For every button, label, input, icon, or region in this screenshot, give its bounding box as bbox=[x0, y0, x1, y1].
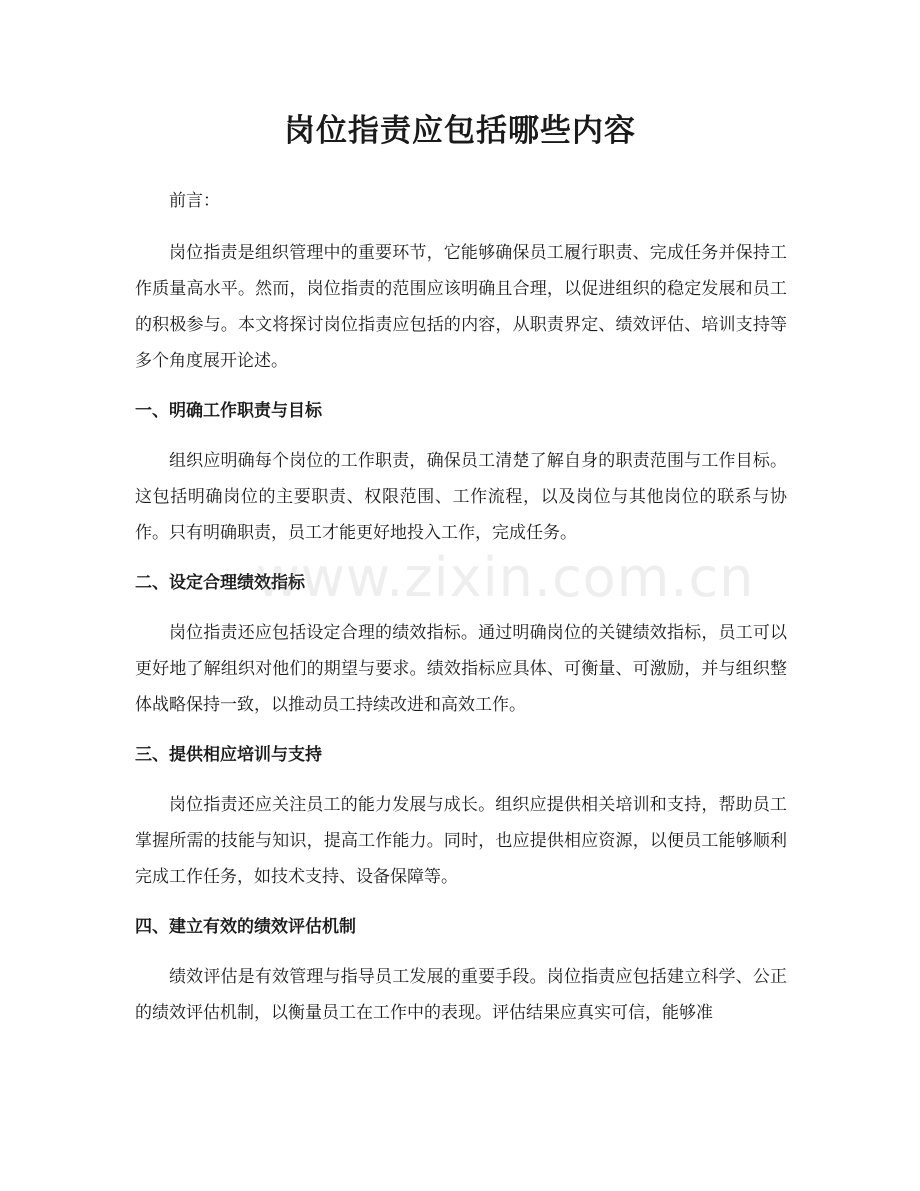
section-2-heading: 二、设定合理绩效指标 bbox=[135, 573, 305, 593]
section-3-heading: 三、提供相应培训与支持 bbox=[135, 745, 322, 765]
preface-label: 前言： bbox=[169, 191, 220, 211]
document-body bbox=[135, 183, 787, 1045]
section-4-heading: 四、建立有效的绩效评估机制 bbox=[135, 917, 356, 937]
section-3-paragraph: 岗位指责还应关注员工的能力发展与成长。组织应提供相关培训和支持，帮助员工掌握所需的技能与知识，提高工作能力。同时，也应提供相应资源，以便员工能够顺利完成工作任务，如技术支持、设备保障等。 bbox=[135, 795, 787, 887]
section-2-paragraph: 岗位指责还应包括设定合理的绩效指标。通过明确岗位的关键绩效指标，员工可以更好地了解组织对他们的期望与要求。绩效指标应具体、可衡量、可激励，并与组织整体战略保持一致，以推动员工持续改进和高效工作。 bbox=[135, 623, 787, 715]
section-1-paragraph: 组织应明确每个岗位的工作职责，确保员工清楚了解自身的职责范围与工作目标。这包括明确岗位的主要职责、权限范围、工作流程，以及岗位与其他岗位的联系与协作。只有明确职责，员工才能更好地投入工作，完成任务。 bbox=[135, 451, 787, 543]
document-title: 岗位指责应包括哪些内容 bbox=[284, 113, 636, 149]
intro-paragraph: 岗位指责是组织管理中的重要环节，它能够确保员工履行职责、完成任务并保持工作质量高水平。然而，岗位指责的范围应该明确且合理，以促进组织的稳定发展和员工的积极参与。本文将探讨岗位指责应包括的内容，从职责界定、绩效评估、培训支持等多个角度展开论述。 bbox=[135, 243, 787, 371]
section-1-heading: 一、明确工作职责与目标 bbox=[135, 401, 322, 421]
watermark: www.zixin.com.cn bbox=[255, 546, 755, 609]
section-4-paragraph: 绩效评估是有效管理与指导员工发展的重要手段。岗位指责应包括建立科学、公正的绩效评估机制，以衡量员工在工作中的表现。评估结果应真实可信，能够准 bbox=[135, 967, 787, 1023]
